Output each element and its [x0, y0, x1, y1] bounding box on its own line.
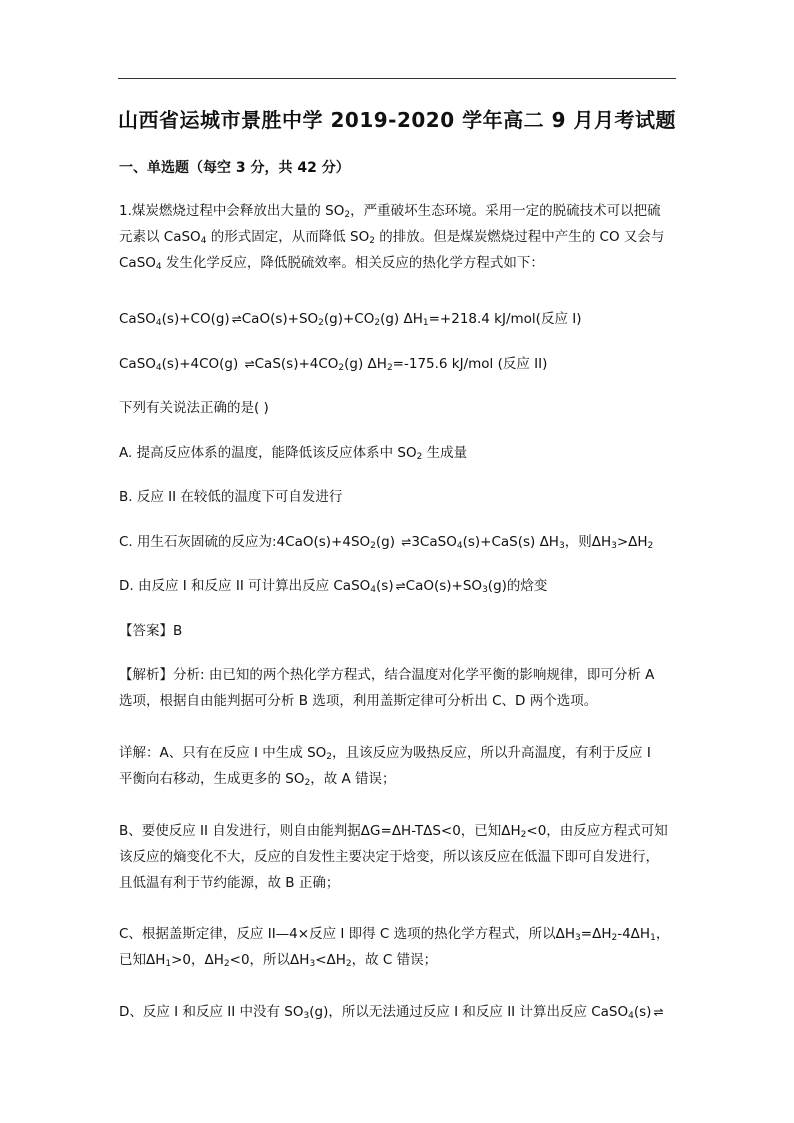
detail-line — [119, 947, 679, 973]
detail-line — [119, 740, 679, 766]
detail-line — [119, 921, 679, 947]
option-b — [119, 484, 679, 510]
subscript: 2 — [370, 541, 376, 551]
subscript: 4 — [628, 1011, 634, 1021]
detail-line — [119, 766, 679, 792]
subscript: 4 — [370, 585, 377, 595]
text-run: ， — [655, 926, 670, 942]
text-run: ，且该反应为吸热反应，所以升高温度，有利于反应 I — [332, 745, 651, 761]
prompt-text: 下列有关说法正确的是( ) — [119, 400, 269, 416]
option-a — [119, 440, 679, 466]
subscript: 2 — [326, 752, 333, 762]
text-run: 已知ΔH — [119, 952, 166, 968]
subscript: 2 — [223, 959, 230, 969]
question-prompt — [119, 395, 679, 421]
equilibrium-arrow-icon: ⇌ — [395, 579, 404, 593]
answer-line — [119, 618, 679, 644]
subscript: 4 — [456, 541, 463, 551]
subscript: 1 — [650, 933, 656, 943]
text-run: 3CaSO — [411, 534, 457, 550]
subscript: 2 — [386, 363, 393, 373]
text-run: =ΔH — [580, 926, 612, 942]
text-run: 【解析】分析: 由已知的两个热化学方程式，结合温度对化学平衡的影响规律，即可分析 A — [119, 667, 655, 683]
answer-text: 【答案】B — [119, 623, 183, 639]
subscript: 1 — [422, 318, 429, 328]
detail-paragraph-a — [119, 740, 679, 792]
subscript: 3 — [309, 959, 316, 969]
equation-line — [119, 351, 679, 377]
text-run: D、反应 I 和反应 II 中没有 SO — [119, 1004, 304, 1020]
text-run: (g) ΔH — [344, 356, 387, 372]
subscript: 2 — [416, 452, 423, 462]
text-run: (g) — [375, 534, 400, 550]
equation-line — [119, 306, 679, 332]
detail-paragraph-d — [119, 999, 679, 1025]
subscript: 2 — [345, 959, 352, 969]
subscript: 4 — [155, 262, 162, 272]
subscript: 2 — [369, 236, 375, 246]
text-run: ，故 A 错误； — [310, 771, 396, 787]
text-run: C. 用生石灰固硫的反应为:4CaO(s)+4SO — [119, 534, 371, 550]
detail-line — [119, 870, 679, 896]
text-run: CaSO — [119, 356, 156, 372]
option-text — [119, 573, 679, 599]
subscript: 2 — [520, 830, 527, 840]
text-run: 且低温有利于节约能源，故 B 正确； — [119, 875, 340, 891]
subscript: 3 — [558, 541, 565, 551]
text-run: 的形式固定，从而降低 SO — [206, 229, 370, 245]
option-text — [119, 440, 679, 466]
text-run: >ΔH — [616, 534, 648, 550]
text-run: CaS(s)+4CO — [254, 356, 339, 372]
text-run: B、要使反应 II 自发进行，则自由能判据ΔG=ΔH-TΔS<0，已知ΔH — [119, 823, 521, 839]
text-run: 发生化学反应，降低脱硫效率。相关反应的热化学方程式如下： — [161, 255, 544, 271]
text-run: (g) ΔH — [380, 311, 423, 327]
equation-2 — [119, 351, 679, 377]
text-run: 该反应的熵变化不大，反应的自发性主要决定于焓变，所以该反应在低温下即可自发进行， — [119, 849, 659, 865]
equilibrium-arrow-icon: ⇌ — [231, 312, 240, 326]
subscript: 4 — [200, 236, 207, 246]
subscript: 2 — [304, 778, 311, 788]
text-run: (s)+4CO(g) — [161, 356, 243, 372]
text-run: 平衡向右移动，生成更多的 SO — [119, 771, 305, 787]
text-run: 元素以 CaSO — [119, 229, 201, 245]
option-text — [119, 484, 679, 510]
text-run: B. 反应 II 在较低的温度下可自发进行 — [119, 489, 343, 505]
text-run: C、根据盖斯定律，反应 II—4×反应 I 即得 C 选项的热化学方程式，所以ΔH — [119, 926, 576, 942]
detail-line — [119, 818, 679, 844]
subscript: 3 — [482, 585, 488, 595]
subscript: 4 — [155, 318, 162, 328]
text-run: D. 由反应 I 和反应 II 可计算出反应 CaSO — [119, 578, 371, 594]
text-run: -4ΔH — [617, 926, 651, 942]
stem-line — [119, 224, 679, 250]
option-d — [119, 573, 679, 599]
text-run: CaSO — [119, 311, 156, 327]
text-run: (s) — [376, 578, 394, 594]
subscript: 2 — [344, 210, 351, 220]
equilibrium-arrow-icon: ⇌ — [244, 357, 253, 371]
detail-paragraph-c — [119, 921, 679, 973]
text-run: (s)+CO(g) — [161, 311, 230, 327]
subscript: 4 — [155, 363, 162, 373]
analysis-paragraph — [119, 662, 679, 714]
text-run: 选项，根据自由能判据可分析 B 选项，利用盖斯定律可分析出 C、D 两个选项。 — [119, 693, 598, 709]
text-run: <0，由反应方程式可知 — [526, 823, 668, 839]
text-run: 1.煤炭燃烧过程中会释放出大量的 SO — [119, 203, 345, 219]
text-run: CaSO — [119, 255, 156, 271]
text-run: =-175.6 kJ/mol (反应 II) — [392, 356, 548, 372]
text-run: 生成量 — [422, 445, 468, 461]
question-stem — [119, 198, 679, 276]
text-run: (g)的焓变 — [487, 578, 548, 594]
text-run: =+218.4 kJ/mol(反应 I) — [428, 311, 582, 327]
subscript: 2 — [318, 318, 324, 328]
text-run: ，故 C 错误； — [351, 952, 438, 968]
text-run: (g)+CO — [323, 311, 375, 327]
section-heading: 一、单选题（每空 3 分，共 42 分） — [119, 160, 350, 176]
subscript: 3 — [611, 541, 617, 551]
text-run: (s) — [633, 1004, 652, 1020]
text-run: ，严重破坏生态环境。采用一定的脱硫技术可以把硫 — [350, 203, 661, 219]
text-run: CaO(s)+SO — [241, 311, 319, 327]
header-rule — [118, 78, 676, 79]
option-c — [119, 529, 679, 555]
analysis-line — [119, 662, 679, 688]
stem-line — [119, 198, 679, 224]
text-run: (s)+CaS(s) ΔH — [462, 534, 559, 550]
option-text — [119, 529, 679, 555]
text-run: (g)，所以无法通过反应 I 和反应 II 计算出反应 CaSO — [309, 1004, 629, 1020]
subscript: 3 — [303, 1011, 310, 1021]
page-title: 山西省运城市景胜中学 2019-2020 学年高二 9 月月考试题 — [118, 108, 676, 132]
text-run: ，则ΔH — [564, 534, 612, 550]
equilibrium-arrow-icon: ⇌ — [653, 1005, 662, 1019]
text-run: A. 提高反应体系的温度，能降低该反应体系中 SO — [119, 445, 417, 461]
subscript: 2 — [374, 318, 381, 328]
analysis-line — [119, 688, 679, 714]
detail-paragraph-b — [119, 818, 679, 896]
detail-line — [119, 999, 679, 1025]
text-run: 的排放。但是煤炭燃烧过程中产生的 CO 又会与 — [374, 229, 665, 245]
subscript: 2 — [611, 933, 618, 943]
text-run: >0，ΔH — [171, 952, 224, 968]
subscript: 3 — [575, 933, 581, 943]
text-run: <ΔH — [315, 952, 346, 968]
text-run: CaO(s)+SO — [405, 578, 483, 594]
text-run: 详解：A、只有在反应 I 中生成 SO — [119, 745, 327, 761]
subscript: 2 — [647, 541, 654, 551]
stem-line — [119, 250, 679, 276]
subscript: 1 — [165, 959, 172, 969]
subscript: 2 — [338, 363, 345, 373]
equation-1 — [119, 306, 679, 332]
detail-line — [119, 844, 679, 870]
equilibrium-arrow-icon: ⇌ — [401, 535, 410, 549]
text-run: <0，所以ΔH — [229, 952, 310, 968]
